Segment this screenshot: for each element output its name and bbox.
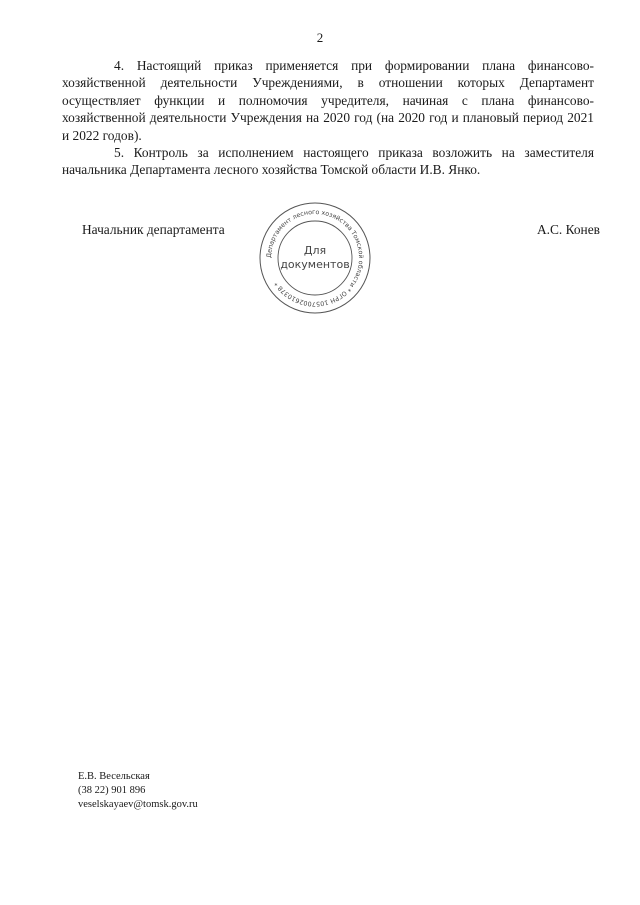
- contact-phone: (38 22) 901 896: [78, 785, 146, 796]
- contact-block: [78, 770, 198, 812]
- contact-name: Е.В. Весельская: [78, 771, 150, 782]
- signatory-name: А.С. Конев: [536, 222, 600, 237]
- stamp-center-line1: Для: [303, 244, 327, 257]
- official-stamp: [255, 198, 375, 318]
- stamp-seal-icon: [255, 198, 375, 318]
- stamp-center-line2: документов: [280, 258, 350, 271]
- paragraph-4: 4. Настоящий приказ применяется при формировании плана финансово-хозяйственной деятельности Учреждениями, в отношении которых Департамент осуществляет функции и полномочия учредителя, начиная с плана финансово-хозяйственной деятельности Учреждения на 2020 год (на 2020 год и плановый период 2021 и 2022 годов).: [62, 58, 594, 143]
- contact-email: veselskayaev@tomsk.gov.ru: [78, 799, 198, 810]
- document-body: [62, 57, 594, 179]
- stamp-ring-text: Департамент лесного хозяйства Томской области * ОГРН 1057002610378 *: [265, 208, 365, 308]
- signature-title: Начальник департамента: [82, 222, 225, 237]
- paragraph-5: 5. Контроль за исполнением настоящего приказа возложить на заместителя начальника Департамента лесного хозяйства Томской области И.В. Янко.: [62, 145, 594, 178]
- page-number: 2: [316, 30, 324, 45]
